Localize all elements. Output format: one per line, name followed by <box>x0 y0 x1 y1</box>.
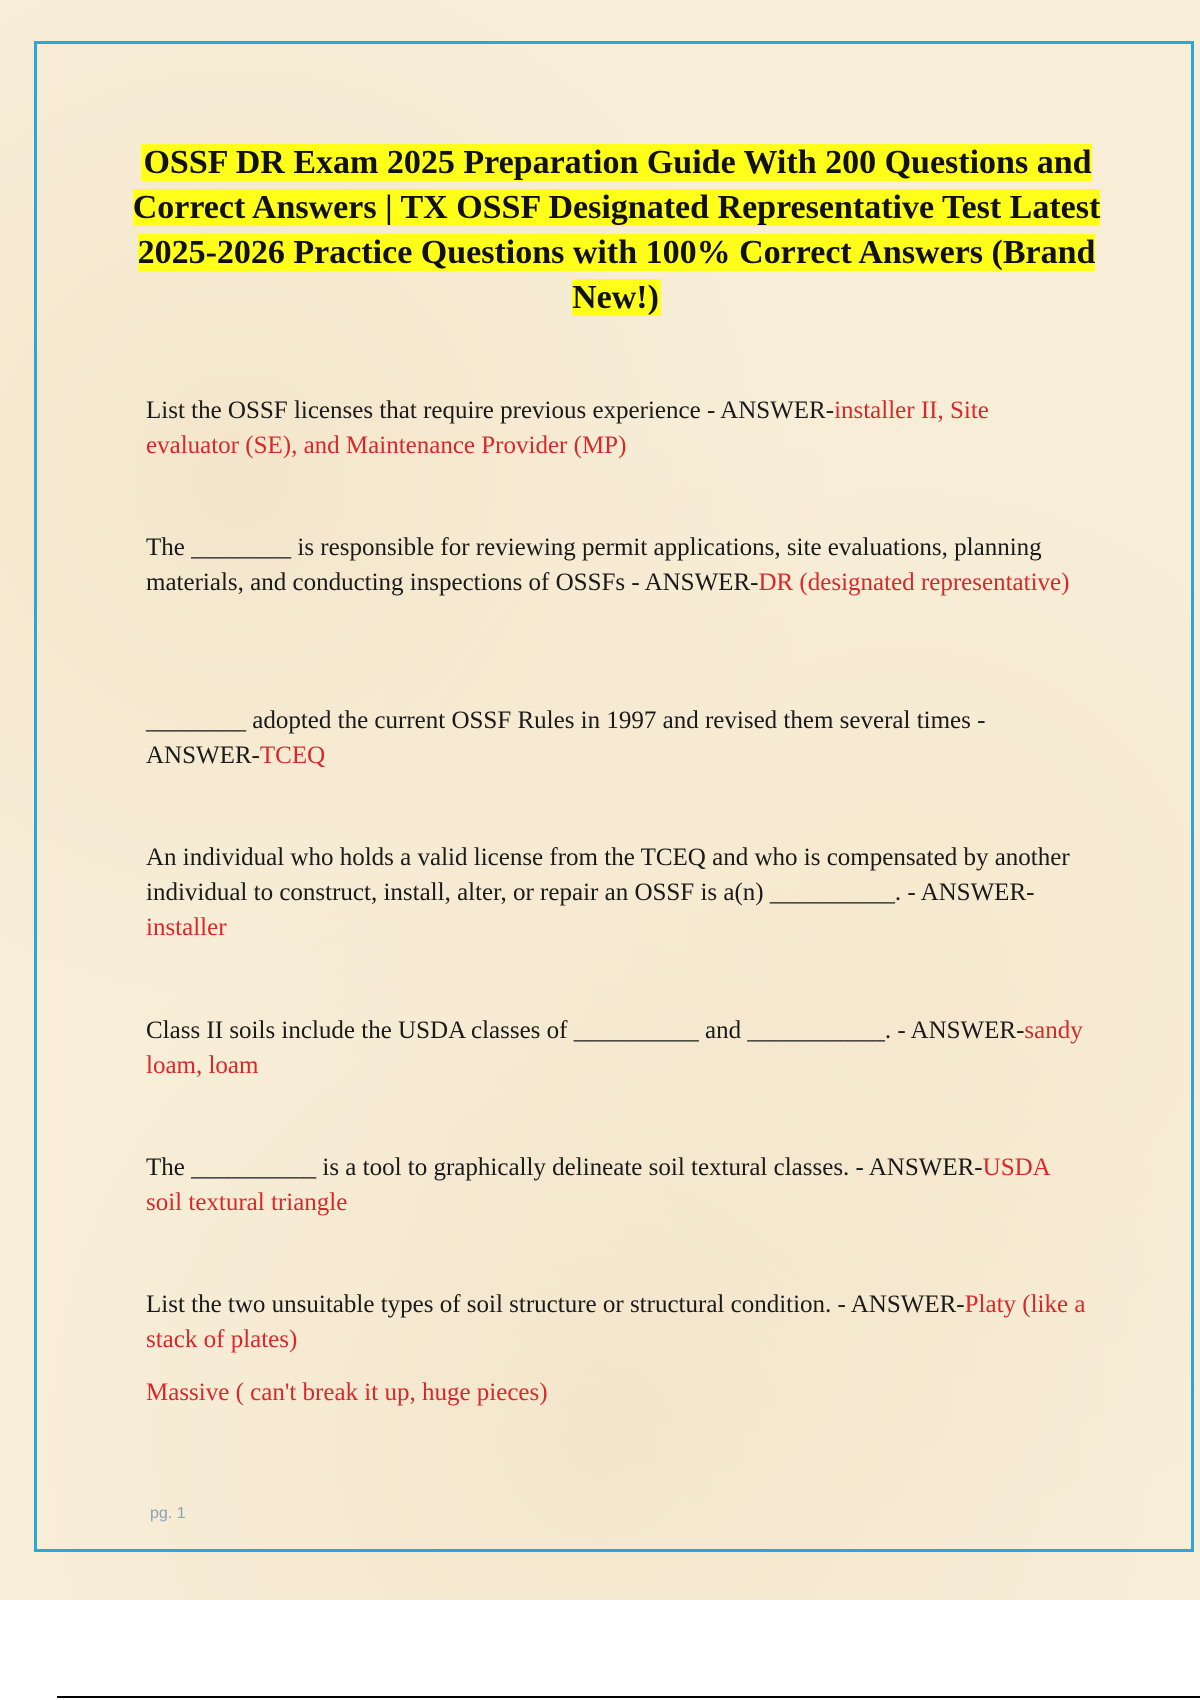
question-text: An individual who holds a valid license from the TCEQ and who is compensated by another individual to construct, install, alter, or repair an OSSF is a(n) __________. - <box>146 844 1070 906</box>
answer-text: installer <box>146 914 227 941</box>
answer-label: ANSWER- <box>850 1291 965 1318</box>
qa-item-1 <box>146 393 1086 463</box>
answer-text: Platy (like a stack of plates) <box>146 1291 1086 1353</box>
question-text: Class II soils include the USDA classes of __________ and ___________. - <box>146 1017 911 1044</box>
answer-label: ANSWER- <box>910 1017 1025 1044</box>
qa-item-2 <box>146 530 1086 600</box>
title-highlight: OSSF DR Exam 2025 Preparation Guide With 200 Questions and Correct Answers | TX OSSF Designated Representative Test Latest 2025-2026 Practice Questions with 100% Correct Answers (Brand New!) <box>132 144 1101 316</box>
qa-item-4 <box>146 840 1086 945</box>
answer-label: ANSWER- <box>920 879 1035 906</box>
answer-label: ANSWER- <box>868 1154 983 1181</box>
answer-text: sandy loam, loam <box>146 1017 1083 1079</box>
bottom-divider <box>57 1696 1200 1698</box>
qa-item-5 <box>146 1013 1086 1083</box>
answer-text: TCEQ <box>259 742 326 769</box>
question-text: The __________ is a tool to graphically delineate soil textural classes. - <box>146 1154 869 1181</box>
qa-item-3 <box>146 703 1086 773</box>
qa-item-7 <box>146 1287 1086 1357</box>
answer-label: ANSWER- <box>720 397 835 424</box>
answer-text: DR (designated representative) <box>758 569 1070 596</box>
question-text: ________ adopted the current OSSF Rules in 1997 and revised them several times - <box>146 707 986 734</box>
page-number: pg. 1 <box>150 1505 186 1522</box>
answer-text: USDA soil textural triangle <box>146 1154 1050 1216</box>
question-text: The ________ is responsible for reviewing permit applications, site evaluations, planning materials, and conducting inspections of OSSFs - <box>146 534 1042 596</box>
question-text: List the OSSF licenses that require previous experience - <box>146 397 721 424</box>
answer-label: ANSWER- <box>146 742 260 769</box>
qa-item-7-extra-answer: Massive ( can't break it up, huge pieces) <box>146 1379 548 1406</box>
question-text: List the two unsuitable types of soil structure or structural condition. - <box>146 1291 851 1318</box>
document-title <box>110 140 1123 320</box>
answer-text: installer II, Site evaluator (SE), and Maintenance Provider (MP) <box>146 397 989 459</box>
answer-label: ANSWER- <box>644 569 759 596</box>
qa-item-6 <box>146 1150 1086 1220</box>
